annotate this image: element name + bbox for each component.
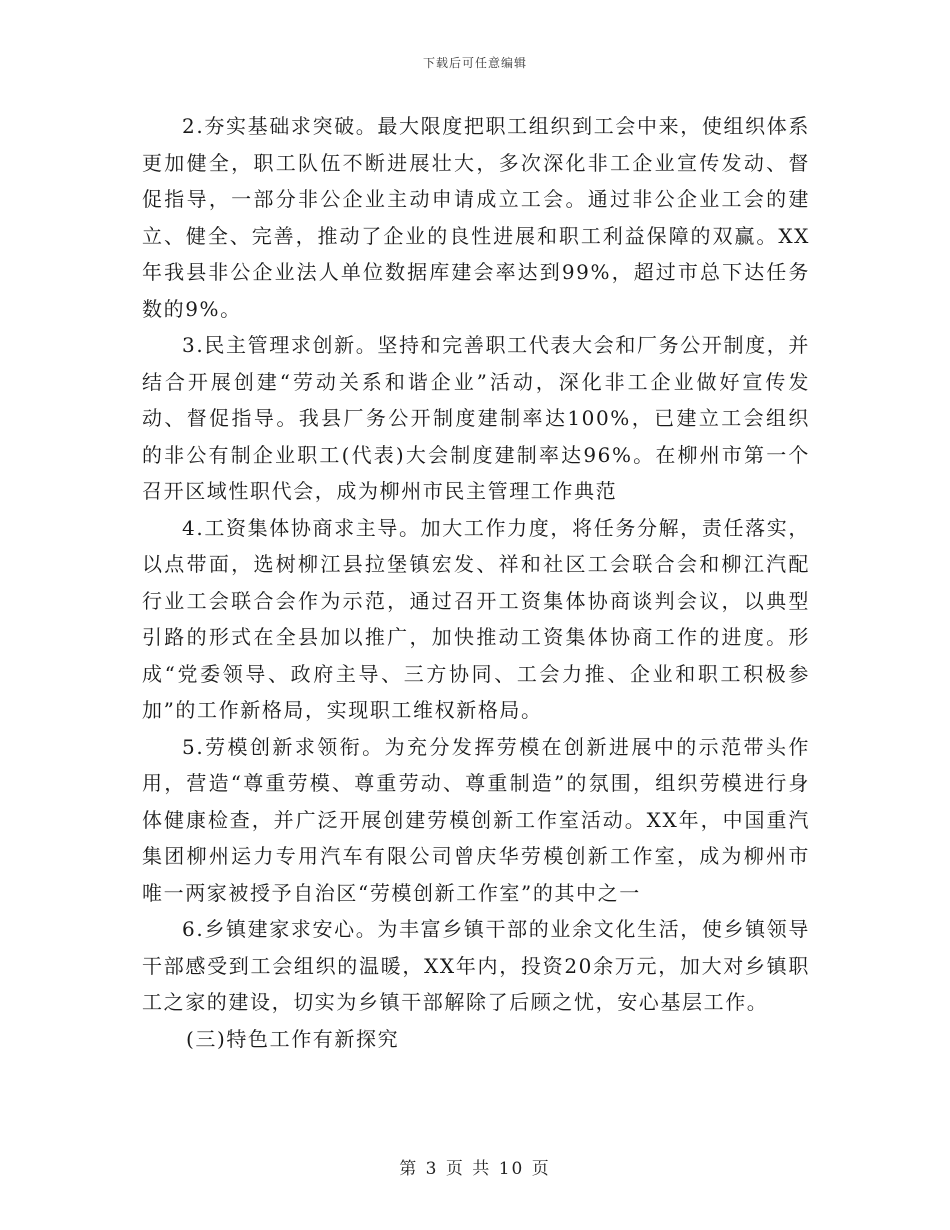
page-number-footer: 第 3 页 共 10 页 bbox=[399, 1159, 551, 1179]
paragraph-model-worker-innovation: 5.劳模创新求领衔。为充分发挥劳模在创新进展中的示范带头作用，营造“尊重劳模、尊重劳动、尊重制造”的氛围，组织劳模进行身体健康检查，并广泛开展创建劳模创新工作室活动。XX年，中国重汽集团柳州运力专用汽车有限公司曾庆华劳模创新工作室，成为柳州市唯一两家被授予自治区“劳模创新工作室”的其中之一 bbox=[142, 734, 810, 905]
paragraph-democratic-management: 3.民主管理求创新。坚持和完善职工代表大会和厂务公开制度，并结合开展创建“劳动关系和谐企业”活动，深化非工企业做好宣传发动、督促指导。我县厂务公开制度建制率达100%，已建立工会组织的非公有制企业职工(代表)大会制度建制率达96%。在柳州市第一个召开区域性职代会，成为柳州市民主管理工作典范 bbox=[142, 333, 810, 503]
paragraph-consolidate-foundation: 2.夯实基础求突破。最大限度把职工组织到工会中来，使组织体系更加健全，职工队伍不断进展壮大，多次深化非工企业宣传发动、督促指导，一部分非公企业主动申请成立工会。通过非公企业工会的建立、健全、完善，推动了企业的良性进展和职工利益保障的双赢。XX年我县非公企业法人单位数据库建会率达到99%，超过市总下达任务数的9%。 bbox=[142, 114, 810, 321]
page-header-note: 下载后可任意编辑 bbox=[422, 56, 527, 70]
section-heading-special-work: (三)特色工作有新探究 bbox=[186, 1026, 400, 1051]
paragraph-township-home: 6.乡镇建家求安心。为丰富乡镇干部的业余文化生活，使乡镇领导干部感受到工会组织的温暖，XX年内，投资20余万元，加大对乡镇职工之家的建设，切实为乡镇干部解除了后顾之忧，安心基层工作。 bbox=[142, 917, 810, 1014]
document-body bbox=[142, 108, 810, 1057]
paragraph-wage-negotiation: 4.工资集体协商求主导。加大工作力度，将任务分解，责任落实，以点带面，选树柳江县拉堡镇宏发、祥和社区工会联合会和柳江汽配行业工会联合会作为示范，通过召开工资集体协商谈判会议，以典型引路的形式在全县加以推广，加快推动工资集体协商工作的进度。形成“党委领导、政府主导、三方协同、工会力推、企业和职工积极参加”的工作新格局，实现职工维权新格局。 bbox=[142, 515, 810, 722]
